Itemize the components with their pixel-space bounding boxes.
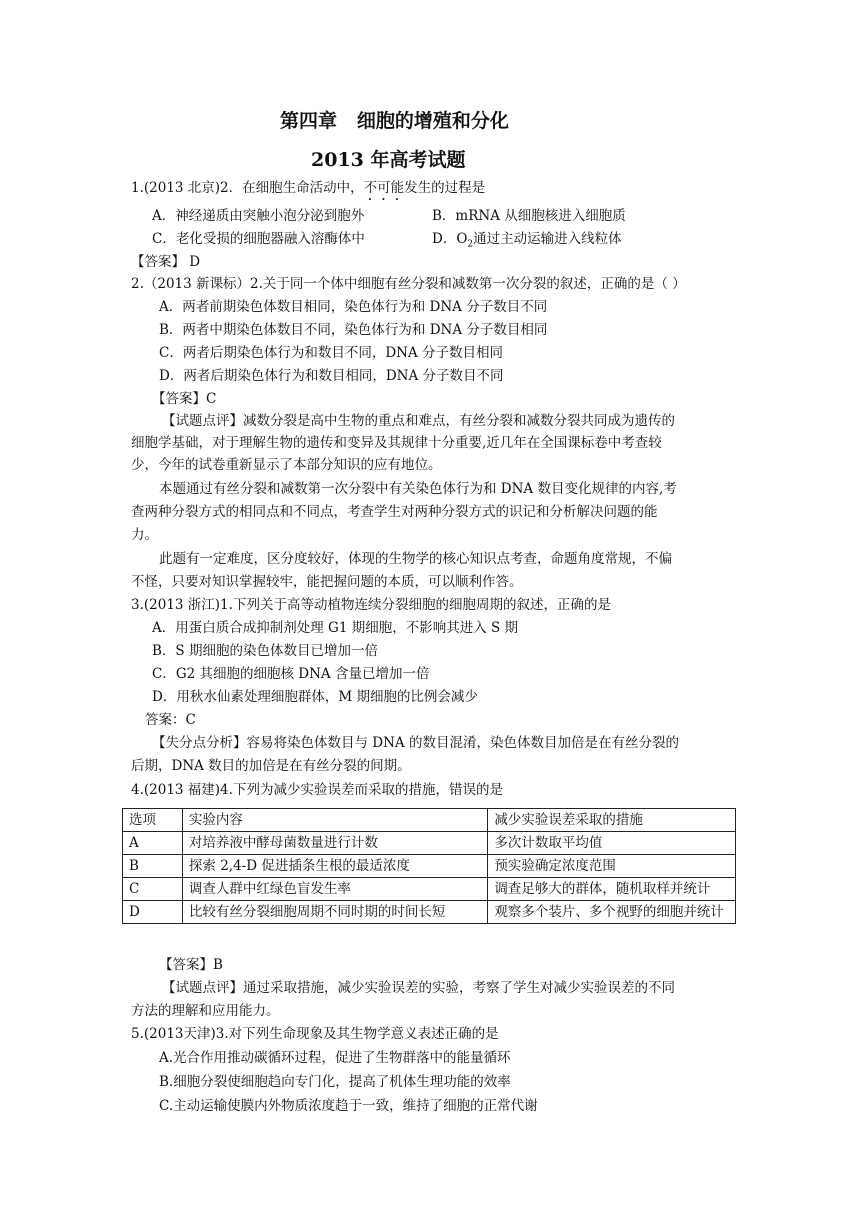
question-3-analysis-line: 【失分点分析】容易将染色体数目与 DNA 的数目混淆，染色体数目加倍是在有丝分裂的 (152, 735, 679, 751)
question-2-option-a: A．两者前期染色体数目相同，染色体行为和 DNA 分子数目不同 (159, 299, 548, 315)
question-5-option-a: A.光合作用推动碳循环过程，促进了生物群落中的能量循环 (159, 1050, 511, 1066)
question-2-comment-line: 少，今年的试卷重新显示了本部分知识的应有地位。 (131, 457, 442, 473)
question-4-comment-line: 【试题点评】通过采取措施，减少实验误差的实验，考察了学生对减少实验误差的不同 (162, 980, 675, 996)
experiment-table (122, 808, 736, 924)
question-4-stem: 4.(2013 福建)4.下列为减少实验误差而采取的措施，错误的是 (131, 782, 503, 798)
table-cell: D (123, 901, 183, 924)
question-2-comment-line: 查两种分裂方式的相同点和不同点，考查学生对两种分裂方式的识记和分析解决问题的能 (131, 504, 658, 520)
table-row (123, 855, 736, 878)
question-3-option-b: B．S 期细胞的染色体数目已增加一倍 (152, 643, 378, 659)
question-3-option-a: A．用蛋白质合成抑制剂处理 G1 期细胞，不影响其进入 S 期 (152, 620, 519, 636)
question-2-comment-line: 此题有一定难度，区分度较好，体现的生物学的核心知识点考查，命题角度常规，不偏 (159, 551, 672, 567)
question-1-stem: 1.(2013 北京)2．在细胞生命活动中，不可能发生的过程是 (131, 180, 486, 196)
emphasis-text: 不可能 (363, 180, 405, 196)
table-cell: C (123, 878, 183, 901)
question-1-option-a: A．神经递质由突触小泡分泌到胞外 (152, 208, 365, 224)
question-3-stem: 3.(2013 浙江)1.下列关于高等动植物连续分裂细胞的细胞周期的叙述，正确的是 (131, 597, 611, 613)
table-cell: A (123, 832, 183, 855)
question-2-comment-line: 细胞学基础，对于理解生物的遗传和变异及其规律十分重要,近几年在全国课标卷中考查较 (131, 435, 662, 451)
question-1-option-c: C．老化受损的细胞器融入溶酶体中 (152, 231, 365, 247)
table-cell: B (123, 855, 183, 878)
table-row (123, 901, 736, 924)
question-3-analysis-line: 后期，DNA 数目的加倍是在有丝分裂的间期。 (131, 758, 411, 774)
table-cell: 多次计数取平均值 (488, 832, 736, 855)
table-cell: 调查人群中红绿色盲发生率 (182, 878, 487, 901)
question-2-option-b: B．两者中期染色体数目不同，染色体行为和 DNA 分子数目相同 (159, 322, 548, 338)
question-1-option-d: D．$O_2$通过主动运输进入线粒体 (432, 231, 622, 250)
question-4-answer: 【答案】B (159, 957, 223, 973)
table-row (123, 832, 736, 855)
question-2-answer: 【答案】C (152, 391, 217, 407)
question-2-comment-line: 【试题点评】减数分裂是高中生物的重点和难点，有丝分裂和减数分裂共同成为遗传的 (162, 413, 675, 429)
question-2-option-d: D．两者后期染色体行为和数目相同，DNA 分子数目不同 (159, 368, 504, 384)
question-3-option-d: D．用秋水仙素处理细胞群体，M 期细胞的比例会减少 (152, 689, 478, 705)
table-header-row (123, 809, 736, 832)
section-subtitle: 2013 年高考试题 (311, 149, 466, 171)
question-3-option-c: C．G2 其细胞的细胞核 DNA 含量已增加一倍 (152, 666, 430, 682)
table-cell: 探索 2,4-D 促进插条生根的最适浓度 (182, 855, 487, 878)
chapter-title: 第四章 细胞的增殖和分化 (280, 110, 509, 132)
question-1-option-b: B．mRNA 从细胞核进入细胞质 (432, 208, 626, 224)
question-2-stem: 2.（2013 新课标）2.关于同一个体中细胞有丝分裂和减数第一次分裂的叙述，正确的是（ ） (131, 276, 686, 292)
question-5-stem: 5.(2013天津)3.对下列生命现象及其生物学意义表述正确的是 (131, 1026, 499, 1042)
question-3-answer: 答案：C (145, 712, 196, 728)
table-cell: 比较有丝分裂细胞周期不同时期的时间长短 (182, 901, 487, 924)
question-1-answer: 【答案】 D (131, 254, 201, 270)
question-5-option-c: C.主动运输使膜内外物质浓度趋于一致，维持了细胞的正常代谢 (159, 1098, 538, 1114)
question-2-comment-line: 力。 (131, 527, 158, 543)
question-5-option-b: B.细胞分裂使细胞趋向专门化，提高了机体生理功能的效率 (159, 1074, 511, 1090)
table-cell: 对培养液中酵母菌数量进行计数 (182, 832, 487, 855)
table-row (123, 878, 736, 901)
question-4-comment-line: 方法的理解和应用能力。 (131, 1003, 280, 1019)
table-cell: 预实验确定浓度范围 (488, 855, 736, 878)
question-2-comment-line: 本题通过有丝分裂和减数第一次分裂中有关染色体行为和 DNA 数目变化规律的内容,考 (159, 481, 677, 497)
table-cell: 调查足够大的群体，随机取样并统计 (488, 878, 736, 901)
table-header-cell: 选项 (123, 809, 183, 832)
question-2-comment-line: 不怪，只要对知识掌握较牢，能把握问题的本质，可以顺利作答。 (131, 574, 523, 590)
table-header-cell: 实验内容 (182, 809, 487, 832)
question-2-option-c: C．两者后期染色体行为和数目不同，DNA 分子数目相同 (159, 345, 504, 361)
table-cell: 观察多个装片、多个视野的细胞并统计 (488, 901, 736, 924)
table-header-cell: 减少实验误差采取的措施 (488, 809, 736, 832)
